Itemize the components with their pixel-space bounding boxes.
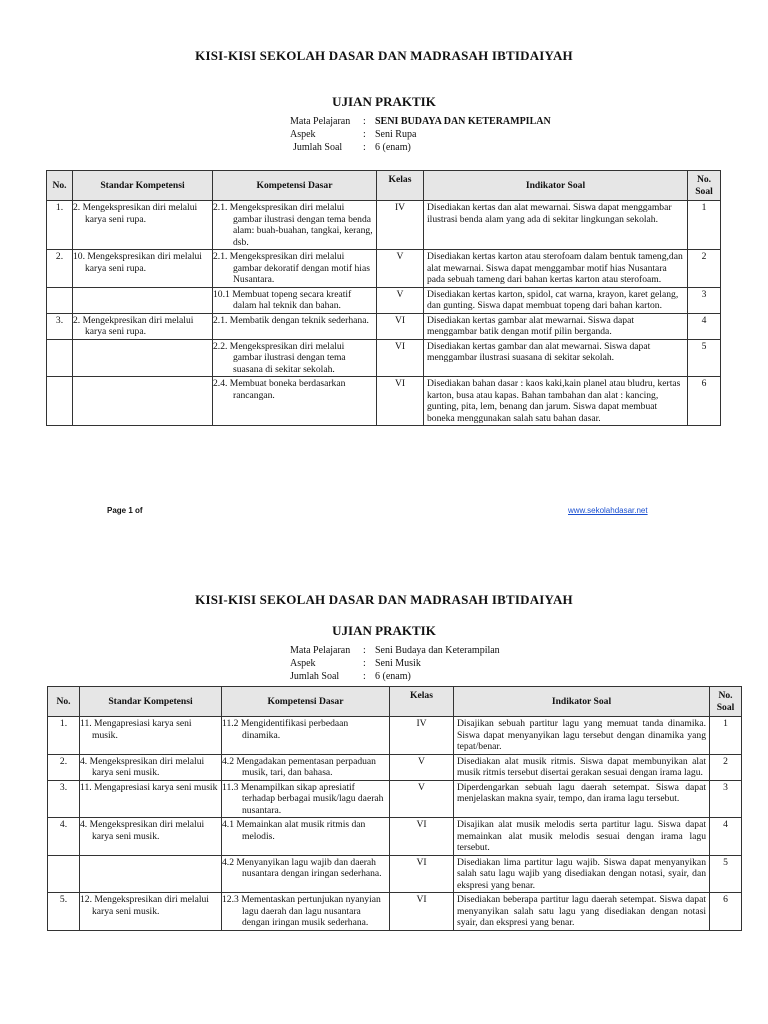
header-kelas: Kelas [390, 687, 454, 717]
meta-row-aspek [290, 657, 768, 670]
section-seni-rupa [0, 48, 768, 424]
cell-no: 2. [48, 754, 80, 780]
cell-kelas: V [377, 250, 424, 288]
cell-standar-kompetensi [73, 339, 213, 377]
cell-kompetensi-dasar: 4.2 Mengadakan pementasan perpaduan musik, tari, dan bahasa. [222, 754, 390, 780]
cell-indikator-soal: Disediakan bahan dasar : kaos kaki,kain planel atau bludru, kertas karton, busa atau kapas. Bahan tambahan dan alat : kancing, gunting, pita, lem, benang dan jarum. Siswa dapat membuat boneka menggunakan salah satu bahan dasar. [424, 377, 688, 426]
cell-standar-kompetensi: 10. Mengekspresikan diri melalui karya seni rupa. [73, 250, 213, 288]
cell-standar-kompetensi [73, 287, 213, 313]
cell-standar-kompetensi: 11. Mengapresiasi karya seni musik [80, 780, 222, 818]
meta-row-jumlah-soal [290, 670, 768, 683]
header-indikator-soal: Indikator Soal [424, 171, 688, 201]
cell-indikator-soal: Disediakan beberapa partitur lagu daerah setempat. Siswa dapat menyanyikan salah satu lagu yang disediakan dengan notasi syair, dan ekspresi yang benar. [454, 893, 710, 931]
header-no: No. [47, 171, 73, 201]
cell-no [48, 855, 80, 893]
table-row [47, 250, 721, 288]
cell-kompetensi-dasar: 11.2 Mengidentifikasi perbedaan dinamika. [222, 717, 390, 755]
cell-no: 4. [48, 818, 80, 856]
cell-kompetensi-dasar: 4.2 Menyanyikan lagu wajib dan daerah nusantara dengan iringan sederhana. [222, 855, 390, 893]
cell-kompetensi-dasar: 10.1 Membuat topeng secara kreatif dalam hal teknik dan bahan. [213, 287, 377, 313]
header-kelas: Kelas [377, 171, 424, 201]
cell-standar-kompetensi [73, 377, 213, 426]
cell-no-soal: 1 [688, 201, 721, 250]
table-row [47, 313, 721, 339]
meta-sep: : [363, 129, 366, 140]
cell-kompetensi-dasar: 2.2. Mengekspresikan diri melalui gambar ilustrasi dengan tema suasana di sekitar sekolah. [213, 339, 377, 377]
cell-no-soal: 5 [710, 855, 742, 893]
cell-indikator-soal: Disediakan kertas gambar dan alat mewarnai. Siswa dapat menggambar ilustrasi suasana di sekitar sekolah. [424, 339, 688, 377]
cell-kompetensi-dasar: 2.1. Membatik dengan teknik sederhana. [213, 313, 377, 339]
kisi-kisi-table-seni-musik [47, 686, 742, 931]
meta-key: Jumlah Soal [290, 671, 340, 682]
cell-kelas: VI [390, 855, 454, 893]
cell-kelas: VI [377, 339, 424, 377]
meta-value: 6 (enam) [375, 142, 411, 153]
table-header-row [48, 687, 742, 717]
header-kompetensi-dasar: Kompetensi Dasar [222, 687, 390, 717]
page-number-label: Page 1 of [107, 506, 143, 515]
cell-kompetensi-dasar: 11.3 Menampilkan sikap apresiatif terhadap berbagai musik/lagu daerah nusantara. [222, 780, 390, 818]
meta-sep: : [363, 142, 366, 153]
cell-no-soal: 4 [688, 313, 721, 339]
table-row [47, 377, 721, 426]
document-subtitle: UJIAN PRAKTIK [332, 94, 436, 109]
meta-value: SENI BUDAYA DAN KETERAMPILAN [375, 116, 551, 127]
cell-kompetensi-dasar: 4.1 Memainkan alat musik ritmis dan melodis. [222, 818, 390, 856]
table-row [48, 780, 742, 818]
header-no-soal: No. Soal [688, 171, 721, 201]
header-standar-kompetensi: Standar Kompetensi [80, 687, 222, 717]
cell-indikator-soal: Disediakan kertas karton, spidol, cat warna, krayon, karet gelang, dan gunting. Siswa dapat membuat topeng dari bahan karton. [424, 287, 688, 313]
header-standar-kompetensi: Standar Kompetensi [73, 171, 213, 201]
cell-kelas: V [390, 754, 454, 780]
cell-no-soal: 1 [710, 717, 742, 755]
cell-kelas: IV [390, 717, 454, 755]
cell-standar-kompetensi: 2. Mengekpresikan diri melalui karya seni rupa. [73, 313, 213, 339]
meta-sep: : [363, 645, 366, 656]
cell-no-soal: 3 [688, 287, 721, 313]
table-row [47, 201, 721, 250]
meta-block [290, 115, 768, 154]
document-subtitle: UJIAN PRAKTIK [332, 623, 436, 638]
meta-value: 6 (enam) [375, 671, 411, 682]
cell-standar-kompetensi: 12. Mengekspresikan diri melalui karya seni musik. [80, 893, 222, 931]
cell-indikator-soal: Disediakan lima partitur lagu wajib. Siswa dapat menyanyikan salah satu lagu wajib yang disediakan dengan notasi, syair, dan ekspresi yang benar. [454, 855, 710, 893]
cell-kompetensi-dasar: 2.4. Membuat boneka berdasarkan rancangan. [213, 377, 377, 426]
cell-no: 3. [48, 780, 80, 818]
cell-no-soal: 2 [688, 250, 721, 288]
cell-kelas: VI [390, 893, 454, 931]
meta-key: Jumlah Soal [293, 142, 343, 153]
cell-kompetensi-dasar: 2.1. Mengekspresikan diri melalui gambar ilustrasi dengan tema benda alam: buah-buahan, tangkai, kerang, dsb. [213, 201, 377, 250]
meta-row-jumlah-soal [290, 141, 768, 154]
cell-no-soal: 4 [710, 818, 742, 856]
cell-no [47, 339, 73, 377]
cell-no: 5. [48, 893, 80, 931]
meta-sep: : [363, 658, 366, 669]
cell-indikator-soal: Disediakan kertas dan alat mewarnai. Siswa dapat menggambar ilustrasi benda alam yang ada di sekitar lingkungan sekolah. [424, 201, 688, 250]
cell-no [47, 377, 73, 426]
table-row [48, 855, 742, 893]
table-row [47, 339, 721, 377]
cell-no-soal: 5 [688, 339, 721, 377]
cell-indikator-soal: Disediakan kertas karton atau sterofoam dalam bentuk tameng,dan alat mewarnai. Siswa dapat menggambar motif hias Nusantara pada sebuah tameng dari bahan kertas karton atau sterofoam. [424, 250, 688, 288]
website-link[interactable]: www.sekolahdasar.net [568, 506, 648, 515]
cell-no [47, 287, 73, 313]
meta-key: Mata Pelajaran [290, 116, 351, 127]
document-title: KISI-KISI SEKOLAH DASAR DAN MADRASAH IBTIDAIYAH [195, 48, 573, 63]
cell-kompetensi-dasar: 2.1. Mengekspresikan diri melalui gambar dekoratif dengan motif hias Nusantara. [213, 250, 377, 288]
cell-kompetensi-dasar: 12.3 Mementaskan pertunjukan nyanyian lagu daerah dan lagu nusantara dengan iringan musik sederhana. [222, 893, 390, 931]
header-kompetensi-dasar: Kompetensi Dasar [213, 171, 377, 201]
table-row [48, 818, 742, 856]
cell-no-soal: 6 [710, 893, 742, 931]
cell-indikator-soal: Disajikan alat musik melodis serta partitur lagu. Siswa dapat memainkan alat musik melodis sesuai dengan irama lagu tersebut. [454, 818, 710, 856]
table-row [48, 717, 742, 755]
cell-kelas: VI [377, 313, 424, 339]
cell-standar-kompetensi: 2. Mengekspresikan diri melalui karya seni rupa. [73, 201, 213, 250]
meta-key: Mata Pelajaran [290, 645, 351, 656]
table-row [48, 754, 742, 780]
meta-row-aspek [290, 128, 768, 141]
cell-kelas: VI [390, 818, 454, 856]
cell-no: 1. [48, 717, 80, 755]
cell-no: 1. [47, 201, 73, 250]
meta-row-mata-pelajaran [290, 644, 768, 657]
table-header-row [47, 171, 721, 201]
cell-standar-kompetensi: 4. Mengekspresikan diri melalui karya seni musik. [80, 754, 222, 780]
cell-kelas: VI [377, 377, 424, 426]
meta-value: Seni Budaya dan Keterampilan [375, 645, 500, 656]
document-title: KISI-KISI SEKOLAH DASAR DAN MADRASAH IBTIDAIYAH [195, 592, 573, 607]
kisi-kisi-table-seni-rupa [46, 170, 721, 426]
cell-kelas: V [377, 287, 424, 313]
table-row [48, 893, 742, 931]
meta-sep: : [363, 671, 366, 682]
cell-indikator-soal: Disediakan kertas gambar alat mewarnai. Siswa dapat menggambar batik dengan motif pilin berganda. [424, 313, 688, 339]
cell-indikator-soal: Diperdengarkan sebuah lagu daerah setempat. Siswa dapat menjelaskan makna syair, tempo, dan irama lagu tersebut. [454, 780, 710, 818]
cell-standar-kompetensi: 4. Mengekspresikan diri melalui karya seni musik. [80, 818, 222, 856]
header-no-soal: No. Soal [710, 687, 742, 717]
meta-block [290, 644, 768, 683]
header-indikator-soal: Indikator Soal [454, 687, 710, 717]
cell-no-soal: 6 [688, 377, 721, 426]
table-row [47, 287, 721, 313]
meta-sep: : [363, 116, 366, 127]
cell-no: 3. [47, 313, 73, 339]
cell-no-soal: 3 [710, 780, 742, 818]
cell-no: 2. [47, 250, 73, 288]
cell-standar-kompetensi [80, 855, 222, 893]
cell-kelas: IV [377, 201, 424, 250]
meta-key: Aspek [290, 658, 316, 669]
meta-value: Seni Musik [375, 658, 421, 669]
cell-indikator-soal: Disajikan sebuah partitur lagu yang memuat tanda dinamika. Siswa dapat menyanyikan lagu tersebut dengan dinamika yang tepat/benar. [454, 717, 710, 755]
meta-value: Seni Rupa [375, 129, 417, 140]
cell-no-soal: 2 [710, 754, 742, 780]
meta-key: Aspek [290, 129, 316, 140]
cell-standar-kompetensi: 11. Mengapresiasi karya seni musik. [80, 717, 222, 755]
meta-row-mata-pelajaran [290, 115, 768, 128]
header-no: No. [48, 687, 80, 717]
section-seni-musik [0, 592, 768, 928]
cell-kelas: V [390, 780, 454, 818]
cell-indikator-soal: Disediakan alat musik ritmis. Siswa dapat membunyikan alat musik ritmis tersebut disertai gerakan sesuai dengan irama lagu. [454, 754, 710, 780]
